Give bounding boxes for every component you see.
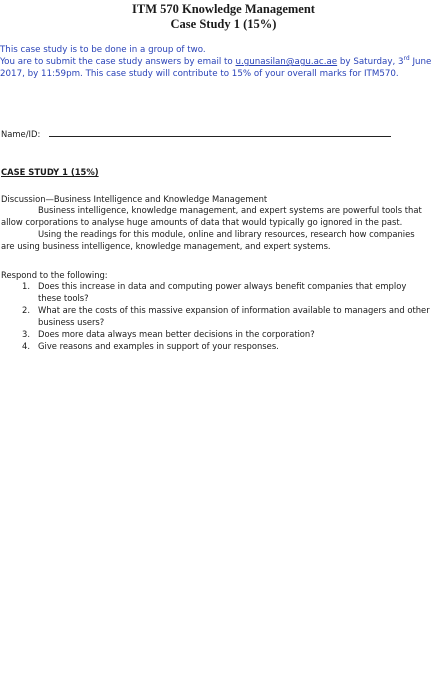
instructions-line-3: 2017, by 11:59pm. This case study will contribute to 15% of your overall marks for ITM570. bbox=[0, 69, 399, 79]
name-id-label: Name/ID: bbox=[1, 129, 41, 139]
question-number: 3. bbox=[22, 329, 30, 339]
deadline-month: June bbox=[409, 57, 432, 67]
question-1-line-2: these tools? bbox=[38, 293, 89, 303]
question-2-line-1: What are the costs of this massive expansion of information available to managers and other bbox=[38, 305, 430, 315]
paragraph-2-line-1: Using the readings for this module, online and library resources, research how companies bbox=[38, 229, 415, 239]
paragraph-1-line-1: Business intelligence, knowledge management, and expert systems are powerful tools that bbox=[38, 205, 422, 215]
question-number: 4. bbox=[22, 341, 30, 351]
question-number: 1. bbox=[22, 281, 30, 291]
discussion-title: Discussion—Business Intelligence and Knowledge Management bbox=[1, 194, 268, 204]
instructions-text: You are to submit the case study answers by email to bbox=[0, 57, 236, 67]
email-link[interactable]: u.gunasilan@agu.ac.ae bbox=[235, 57, 338, 67]
date-ordinal: rd bbox=[403, 55, 410, 62]
question-number: 2. bbox=[22, 305, 30, 315]
question-4-line-1: Give reasons and examples in support of your responses. bbox=[38, 341, 279, 351]
paragraph-1-line-2: allow corporations to analyse huge amounts of data that would typically go ignored in the past. bbox=[1, 217, 403, 227]
question-1-line-1: Does this increase in data and computing power always benefit companies that employ bbox=[38, 281, 407, 291]
question-2-line-2: business users? bbox=[38, 317, 105, 327]
course-title: ITM 570 Knowledge Management bbox=[132, 2, 315, 16]
instructions-line-2 bbox=[0, 56, 431, 68]
deadline-text: by Saturday, 3 bbox=[337, 57, 404, 67]
section-heading: CASE STUDY 1 (15%) bbox=[1, 167, 99, 177]
instructions-line-1: This case study is to be done in a group of two. bbox=[0, 45, 206, 55]
case-study-title: Case Study 1 (15%) bbox=[170, 17, 277, 31]
question-3-line-1: Does more data always mean better decisions in the corporation? bbox=[38, 329, 315, 339]
name-id-field[interactable] bbox=[49, 136, 391, 137]
respond-intro: Respond to the following: bbox=[1, 270, 108, 280]
paragraph-2-line-2: are using business intelligence, knowledge management, and expert systems. bbox=[1, 241, 331, 251]
